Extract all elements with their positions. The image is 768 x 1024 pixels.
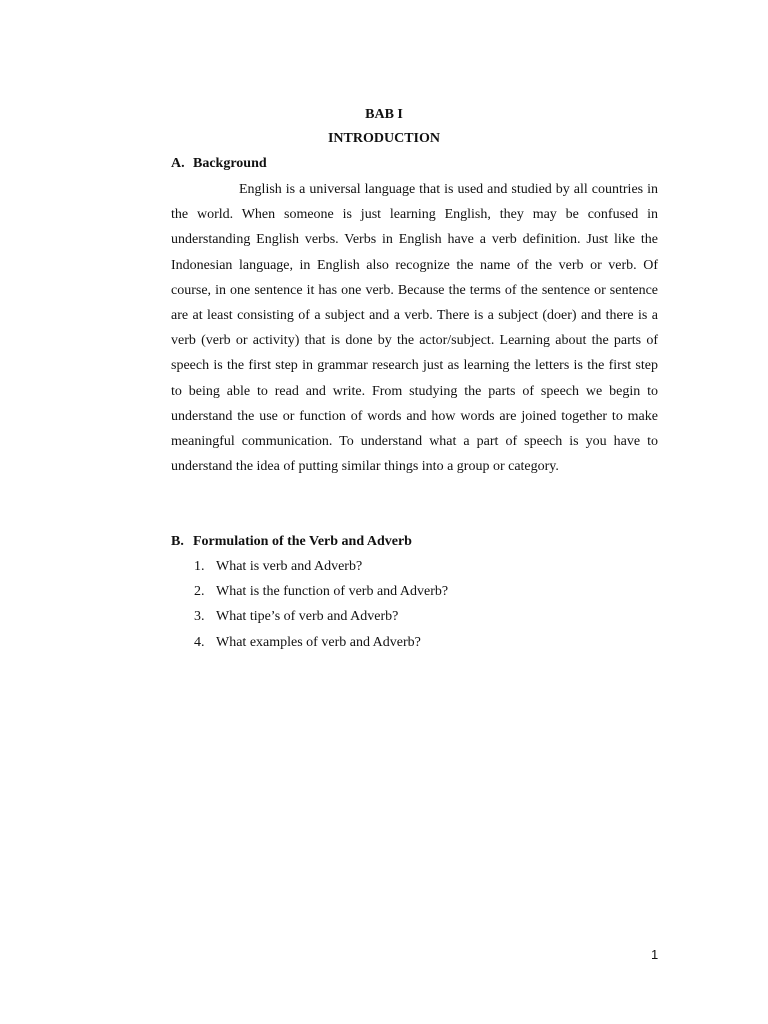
section-a-marker: A. bbox=[171, 156, 185, 171]
list-item bbox=[171, 554, 661, 579]
list-item-number: 1. bbox=[194, 559, 205, 574]
chapter-title: INTRODUCTION bbox=[327, 131, 440, 146]
list-item-text: What is the function of verb and Adverb? bbox=[216, 584, 449, 600]
section-a-title: Background bbox=[193, 156, 267, 171]
list-item-text: What tipe’s of verb and Adverb? bbox=[216, 609, 399, 625]
section-b-title: Formulation of the Verb and Adverb bbox=[193, 534, 412, 549]
question-list bbox=[171, 554, 661, 655]
list-item bbox=[171, 579, 661, 604]
section-a-heading bbox=[171, 151, 661, 176]
list-item bbox=[171, 630, 661, 655]
background-paragraph: English is a universal language that is used and studied by all countries in the world. When someone is just learning English, they may be confused in understanding English verbs. Verbs in English have a verb definition. Just like the Indonesian language, in English also recognize the name of the verb or verb. Of course, in one sentence it has one verb. Because the terms of the sentence or sentence are at least consisting of a subject and a verb. There is a subject (doer) and there is a verb (verb or activity) that is done by the actor/subject. Learning about the parts of speech is the first step in grammar research just as learning the letters is the first step to being able to read and write. From studying the parts of speech we begin to understand the use or function of words and how words are joined together to make meaningful communication. To understand what a part of speech is you have to understand the idea of putting similar things into a group or category. bbox=[171, 182, 658, 475]
list-item-number: 2. bbox=[194, 584, 205, 600]
list-item-text: What examples of verb and Adverb? bbox=[216, 634, 421, 650]
list-item bbox=[171, 604, 661, 629]
section-b-marker: B. bbox=[171, 534, 184, 549]
page-number: 1 bbox=[651, 947, 659, 962]
chapter-number: BAB I bbox=[365, 107, 403, 122]
list-item-number: 4. bbox=[194, 634, 205, 650]
list-item-number: 3. bbox=[194, 609, 205, 625]
section-b-heading bbox=[171, 529, 661, 554]
list-item-text: What is verb and Adverb? bbox=[216, 559, 363, 574]
